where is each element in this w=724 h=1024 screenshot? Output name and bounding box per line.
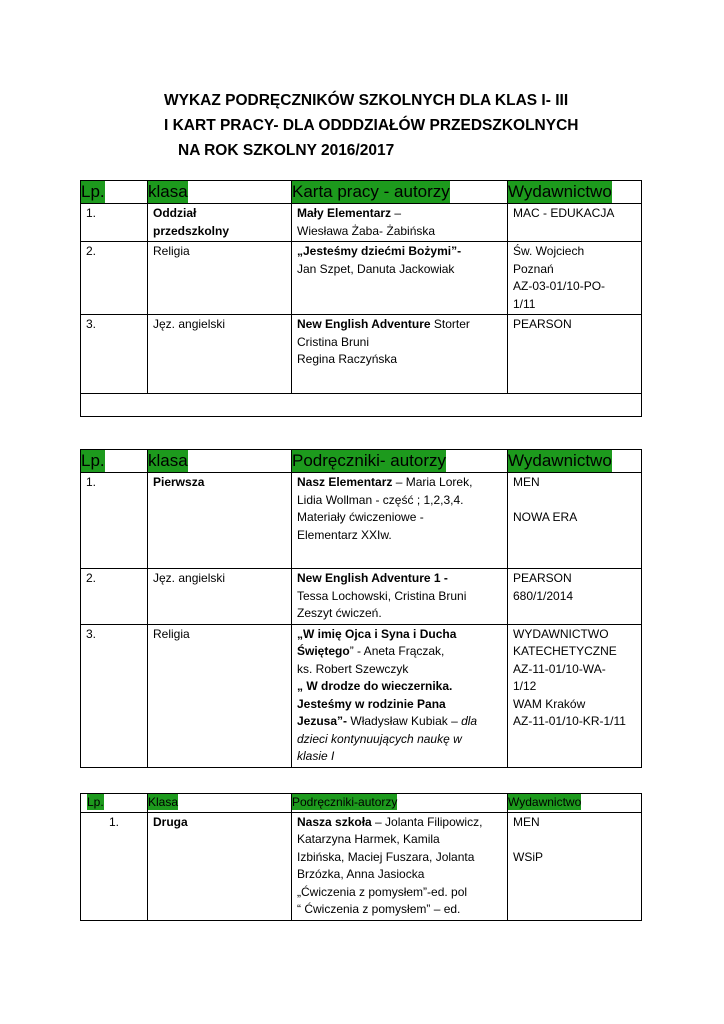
book-title: Jesteśmy w rodzinie Pana <box>297 696 446 711</box>
header-lp <box>81 794 148 813</box>
cell-klasa <box>148 473 292 569</box>
title-line-1: WYKAZ PODRĘCZNIKÓW SZKOLNYCH DLA KLAS I- III <box>164 92 569 109</box>
header-autorzy-label: Podręczniki-autorzy <box>292 795 398 809</box>
title-suffix: Storter <box>430 317 470 331</box>
header-klasa <box>148 794 292 813</box>
cell-lp: 3. <box>81 315 148 394</box>
book-title: Jezusa”- <box>297 714 348 728</box>
publisher-line: Poznań <box>513 261 554 276</box>
publisher-line: WSiP <box>513 849 543 864</box>
header-autorzy-label: Podręczniki- autorzy <box>292 451 447 470</box>
note: dzieci kontynuujących naukę w <box>297 731 462 746</box>
table-header-row <box>81 450 642 473</box>
table-header-row <box>81 181 642 204</box>
table-row <box>81 569 642 625</box>
table-textbooks-class-2 <box>80 793 642 921</box>
header-lp-label: Lp. <box>87 795 104 809</box>
publisher-line: PEARSON <box>513 571 572 585</box>
book-title: Mały Elementarz <box>297 206 392 220</box>
publisher-line: KATECHETYCZNE <box>513 644 617 658</box>
table-row <box>81 812 642 920</box>
cell-autorzy <box>292 473 508 569</box>
publisher-line: Św. Wojciech <box>513 244 585 258</box>
publisher-line: AZ-11-01/10-WA- <box>513 661 606 676</box>
header-wydawnictwo <box>508 794 642 813</box>
authors: Wiesława Żaba- Żabińska <box>297 223 436 238</box>
table-header-row <box>81 794 642 813</box>
publisher-line: AZ-03-01/10-PO- <box>513 279 606 293</box>
cell-klasa: Jęz. angielski <box>148 569 292 625</box>
book-title: Świętego <box>297 644 350 658</box>
cell-lp: 2. <box>81 569 148 625</box>
cell-wydawnictwo: MAC - EDUKACJA <box>508 204 642 242</box>
text-line: Tessa Lochowski, Cristina Bruni <box>297 588 467 603</box>
cell-autorzy <box>292 204 508 242</box>
header-wydawnictwo <box>508 181 642 204</box>
text-line: Katarzyna Harmek, Kamila <box>297 832 440 846</box>
title-suffix: – <box>391 206 402 220</box>
book-title: New English Adventure <box>297 317 431 331</box>
klasa-line: Oddział <box>153 206 197 220</box>
header-autorzy <box>292 181 508 204</box>
text-line: Zeszyt ćwiczeń. <box>297 606 382 620</box>
cell-autorzy <box>292 315 508 394</box>
title-line-3: NA ROK SZKOLNY 2016/2017 <box>178 142 395 159</box>
table-row <box>81 242 642 315</box>
cell-lp: 3. <box>81 624 148 767</box>
author: Regina Raczyńska <box>297 352 398 366</box>
table-work-cards <box>80 180 642 417</box>
cell-lp: 1. <box>81 204 148 242</box>
publisher-line: 680/1/2014 <box>513 588 574 603</box>
header-autorzy <box>292 794 508 813</box>
empty-cell <box>81 393 642 416</box>
note: dla <box>461 714 478 728</box>
header-wydawnictwo-label: Wydawnictwo <box>508 182 612 201</box>
note: klasie I <box>297 749 335 763</box>
header-lp <box>81 181 148 204</box>
cell-klasa <box>148 812 292 920</box>
text-line: Materiały ćwiczeniowe - <box>297 510 424 524</box>
text-line: Elementarz XXIw. <box>297 527 392 542</box>
table-row <box>81 204 642 242</box>
text-line: „Ćwiczenia z pomysłem”-ed. pol <box>297 884 468 899</box>
header-autorzy-label: Karta pracy - autorzy <box>292 182 450 201</box>
cell-wydawnictwo <box>508 242 642 315</box>
text-line: Lidia Wollman - część ; 1,2,3,4. <box>297 492 464 507</box>
book-title: Nasza szkoła <box>297 814 372 829</box>
table-row <box>81 473 642 569</box>
cell-autorzy <box>292 624 508 767</box>
header-klasa <box>148 450 292 473</box>
book-title: New English Adventure 1 - <box>297 571 448 585</box>
table-row <box>81 315 642 394</box>
text-line: Izbińska, Maciej Fuszara, Jolanta <box>297 849 475 864</box>
header-lp-label: Lp. <box>81 451 105 470</box>
header-klasa-label: klasa <box>148 182 188 201</box>
author: Cristina Bruni <box>297 334 370 349</box>
authors: Jan Szpet, Danuta Jackowiak <box>297 261 455 276</box>
book-title: „Jesteśmy dziećmi Bożymi”- <box>297 244 462 258</box>
cell-wydawnictwo <box>508 569 642 625</box>
text-line: Brzózka, Anna Jasiocka <box>297 867 425 881</box>
publisher-line: MEN <box>513 814 540 829</box>
header-lp <box>81 450 148 473</box>
publisher-line: MEN <box>513 475 540 489</box>
cell-lp: 1. <box>81 812 148 920</box>
cell-klasa: Religia <box>148 624 292 767</box>
publisher-line: AZ-11-01/10-KR-1/11 <box>513 714 626 728</box>
klasa-label: Pierwsza <box>153 475 205 489</box>
header-klasa <box>148 181 292 204</box>
title-suffix: – Jolanta Filipowicz, <box>371 814 483 829</box>
cell-wydawnictwo <box>508 812 642 920</box>
header-klasa-label: klasa <box>148 451 188 470</box>
book-title: „ W drodze do wieczernika. <box>297 679 453 693</box>
publisher-line: 1/11 <box>513 296 536 311</box>
title-line-2: I KART PRACY- DLA ODDDZIAŁÓW PRZEDSZKOLNYCH <box>164 117 579 134</box>
book-title: „W imię Ojca i Syna i Ducha <box>297 626 457 641</box>
cell-wydawnictwo <box>508 624 642 767</box>
klasa-line: przedszkolny <box>153 223 230 238</box>
header-klasa-label: Klasa <box>148 795 179 809</box>
publisher-line: NOWA ERA <box>513 510 578 524</box>
book-title: Nasz Elementarz <box>297 475 393 489</box>
cell-wydawnictwo: PEARSON <box>508 315 642 394</box>
table-textbooks-class-1 <box>80 449 642 768</box>
title-suffix: – Maria Lorek, <box>392 475 473 489</box>
cell-autorzy <box>292 812 508 920</box>
table-row <box>81 624 642 767</box>
header-autorzy <box>292 450 508 473</box>
header-wydawnictwo <box>508 450 642 473</box>
cell-lp: 2. <box>81 242 148 315</box>
title-suffix: Władysław Kubiak – <box>347 714 462 728</box>
klasa-label: Druga <box>153 814 188 829</box>
page-title <box>164 88 578 163</box>
cell-lp: 1. <box>81 473 148 569</box>
publisher-line: WYDAWNICTWO <box>513 626 609 641</box>
cell-autorzy <box>292 242 508 315</box>
header-lp-label: Lp. <box>81 182 105 201</box>
cell-klasa: Religia <box>148 242 292 315</box>
cell-klasa: Jęz. angielski <box>148 315 292 394</box>
text-line: ks. Robert Szewczyk <box>297 661 409 676</box>
header-wydawnictwo-label: Wydawnictwo <box>508 451 612 470</box>
publisher-line: 1/12 <box>513 679 537 693</box>
table-empty-row <box>81 393 642 416</box>
header-wydawnictwo-label: Wydawnictwo <box>508 795 582 809</box>
cell-autorzy <box>292 569 508 625</box>
text-line: “ Ćwiczenia z pomysłem” – ed. <box>297 902 461 916</box>
publisher-line: WAM Kraków <box>513 696 586 711</box>
cell-klasa <box>148 204 292 242</box>
cell-wydawnictwo <box>508 473 642 569</box>
title-suffix: ” - Aneta Frączak, <box>349 644 445 658</box>
